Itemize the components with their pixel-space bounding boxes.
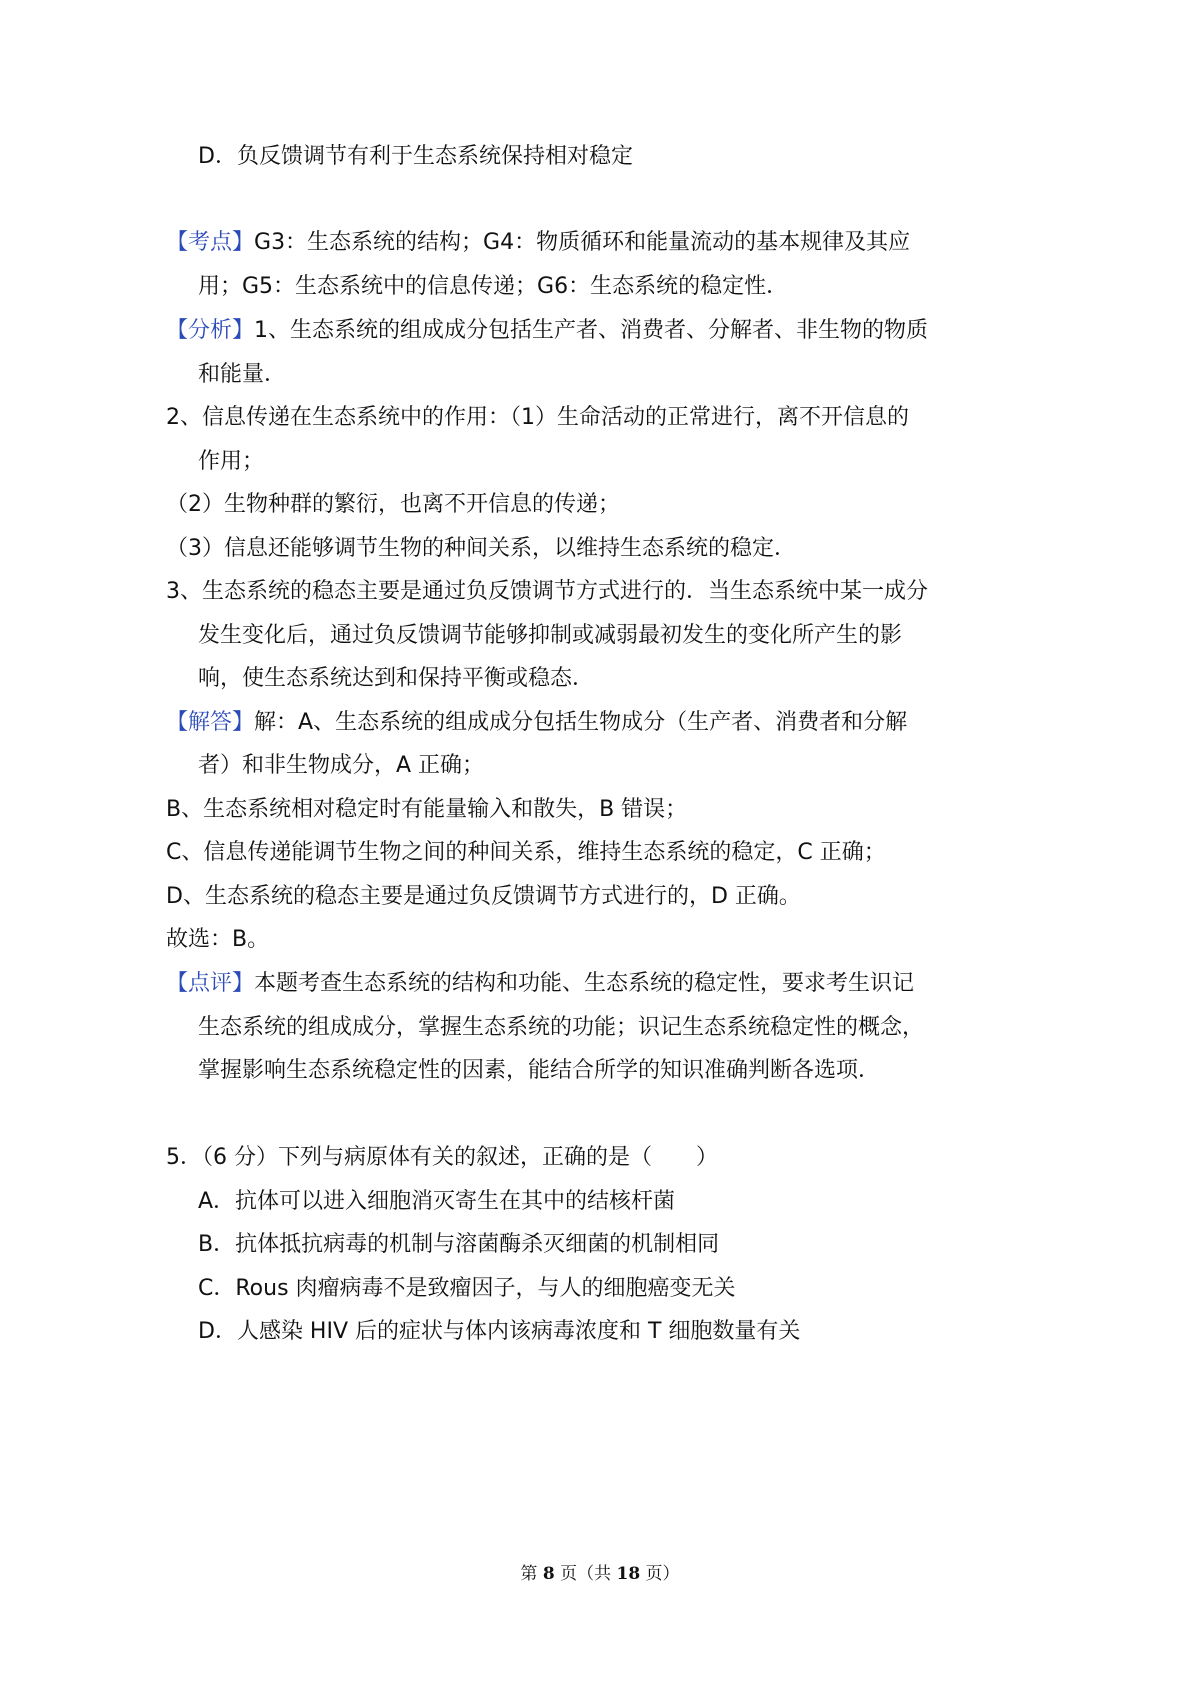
question-5-option-d: D．人感染 HIV 后的症状与体内该病毒浓度和 T 细胞数量有关: [198, 1319, 801, 1344]
dianping-line-1: [166, 969, 914, 999]
footer-post: 页）: [640, 1564, 680, 1584]
fenxi-text-1: 1、生态系统的组成成分包括生产者、消费者、分解者、非生物的物质: [254, 318, 929, 343]
jieda-option-c: C、信息传递能调节生物之间的种间关系，维持生态系统的稳定，C 正确；: [166, 840, 886, 865]
question-5-option-b: B．抗体抵抗病毒的机制与溶菌酶杀灭细菌的机制相同: [198, 1232, 720, 1257]
kaodian-text-1: G3：生态系统的结构；G4：物质循环和能量流动的基本规律及其应: [254, 230, 911, 255]
question-5-option-c: C．Rous 肉瘤病毒不是致瘤因子，与人的细胞癌变无关: [198, 1276, 736, 1301]
dianping-line-3: 掌握影响生态系统稳定性的因素，能结合所学的知识准确判断各选项．: [198, 1058, 881, 1083]
footer-mid: 页（共: [554, 1564, 617, 1584]
dianping-text-1: 本题考查生态系统的结构和功能、生态系统的稳定性，要求考生识记: [254, 971, 915, 996]
fenxi-point-3-line-2: 发生变化后，通过负反馈调节能够抑制或减弱最初发生的变化所产生的影: [198, 623, 903, 648]
jieda-option-d: D、生态系统的稳态主要是通过负反馈调节方式进行的，D 正确。: [166, 884, 801, 909]
fenxi-point-3-line-3: 响，使生态系统达到和保持平衡或稳态．: [198, 666, 595, 691]
footer-total-pages: 18: [616, 1564, 641, 1584]
jieda-line-1: [166, 708, 907, 738]
jieda-answer: 故选：B。: [166, 927, 270, 952]
kaodian-line-1: [166, 228, 910, 258]
fenxi-point-2-line-2: 作用；: [198, 449, 265, 474]
fenxi-point-2-line-3: （2）生物种群的繁衍，也离不开信息的传递；: [166, 492, 620, 517]
footer-pre: 第: [520, 1564, 543, 1584]
jieda-line-2: 者）和非生物成分，A 正确；: [198, 753, 485, 778]
question-5-stem: 5．（6 分）下列与病原体有关的叙述，正确的是（ ）: [166, 1145, 718, 1170]
fenxi-tag: 【分析】: [166, 318, 255, 343]
jieda-text-1: 解：A、生态系统的组成成分包括生物成分（生产者、消费者和分解: [254, 710, 908, 735]
fenxi-point-2-line-1: 2、信息传递在生态系统中的作用：（1）生命活动的正常进行，离不开信息的: [166, 405, 909, 430]
fenxi-point-3-line-1: 3、生态系统的稳态主要是通过负反馈调节方式进行的．当生态系统中某一成分: [166, 579, 928, 604]
footer-page-number: 8: [542, 1564, 555, 1584]
jieda-tag: 【解答】: [166, 710, 255, 735]
fenxi-point-2-line-4: （3）信息还能够调节生物的种间关系，以维持生态系统的稳定．: [166, 536, 796, 561]
kaodian-tag: 【考点】: [166, 230, 255, 255]
kaodian-line-2: 用；G5：生态系统中的信息传递；G6：生态系统的稳定性．: [198, 274, 789, 299]
previous-option-d: D．负反馈调节有利于生态系统保持相对稳定: [198, 144, 633, 169]
jieda-option-b: B、生态系统相对稳定时有能量输入和散失，B 错误；: [166, 797, 688, 822]
page-footer: [0, 1562, 1200, 1586]
dianping-tag: 【点评】: [166, 971, 255, 996]
question-5-option-a: A．抗体可以进入细胞消灭寄生在其中的结核杆菌: [198, 1189, 676, 1214]
dianping-line-2: 生态系统的组成成分，掌握生态系统的功能；识记生态系统稳定性的概念，: [198, 1015, 925, 1040]
fenxi-line-2: 和能量．: [198, 362, 287, 387]
fenxi-line-1: [166, 316, 928, 346]
